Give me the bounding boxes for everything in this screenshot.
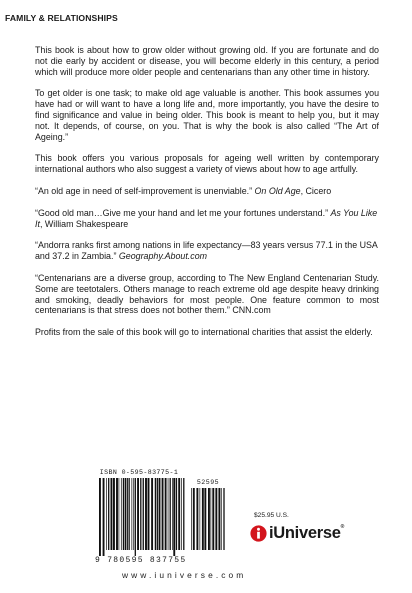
barcode-bar xyxy=(181,478,182,550)
barcode-bar xyxy=(129,478,130,550)
barcode-bar xyxy=(191,488,192,550)
price-code-text: 52595 xyxy=(196,479,220,486)
barcode-bar xyxy=(196,488,198,550)
barcode-bar xyxy=(127,478,128,550)
barcode-bar xyxy=(125,478,126,550)
barcode-bar xyxy=(176,478,177,550)
description-paragraph-1: This book is about how to grow older without growing old. If you are fortunate and do not die early by accident or disease, you will become elderly in this century, a period which will produce more older people and centenarians than any other time in history. xyxy=(35,45,379,77)
price-text: $25.95 U.S. xyxy=(254,512,289,519)
addon-barcode xyxy=(191,488,225,556)
iuniverse-logo-icon xyxy=(250,525,267,542)
barcode-bar xyxy=(148,478,150,550)
barcode-bar xyxy=(119,478,120,550)
publisher-website: www.iuniverse.com xyxy=(122,570,247,580)
barcode-bar xyxy=(106,478,107,550)
quote-andorra: “Andorra ranks first among nations in life expectancy—83 years versus 77.1 in the USA and 37.2 in Zambia.” Geography.About.com xyxy=(35,240,378,262)
barcode-bar xyxy=(173,478,175,556)
barcode-bar xyxy=(208,488,210,550)
quote-source: On Old Age xyxy=(254,185,301,196)
barcode-bar xyxy=(162,478,164,550)
barcode-bar xyxy=(145,478,147,550)
barcode-bar xyxy=(116,478,118,550)
barcode-bar xyxy=(204,488,206,550)
barcode-bar xyxy=(200,488,201,550)
barcode-bar xyxy=(155,478,156,550)
barcode-bar xyxy=(151,478,153,550)
barcode-bar xyxy=(165,478,167,550)
barcode-bar xyxy=(157,478,158,550)
barcode-bar xyxy=(193,488,195,550)
barcode-bar xyxy=(135,478,136,556)
barcode-bar xyxy=(223,488,224,550)
barcode-bar xyxy=(183,478,184,550)
ean-digits: 9 780595 837755 xyxy=(95,556,187,565)
isbn-text: ISBN 0-595-83775-1 xyxy=(99,469,179,476)
quote-source: As You Like It xyxy=(35,207,378,229)
barcode-bar xyxy=(178,478,180,550)
description-paragraph-3: This book offers you various proposals for ageing well written by contemporary international authors who also suggest a variety of views about how to age artfully. xyxy=(35,153,379,175)
barcode-bar xyxy=(218,488,220,550)
description-paragraph-2: To get older is one task; to make old age valuable is another. This book assumes you have had or will want to have a long life and, more importantly, you have the desire to find significance and value in being older. This book is meant to help you, but it may not. It depends, of course, on you. That is why the book is also called “The Art of Ageing.” xyxy=(35,88,379,142)
barcode-bar xyxy=(202,488,204,550)
barcode-bar xyxy=(123,478,124,550)
barcode-bar xyxy=(172,478,173,550)
barcode-bar xyxy=(168,478,169,550)
barcode-bar xyxy=(140,478,141,550)
barcode xyxy=(95,469,225,567)
barcode-bar xyxy=(215,488,217,550)
ean-barcode xyxy=(99,478,185,556)
profits-note: Profits from the sale of this book will go to international charities that assist the elderly. xyxy=(35,327,373,338)
barcode-bar xyxy=(99,478,101,556)
publisher-name: iUniverse® xyxy=(269,523,344,542)
barcode-bar xyxy=(137,478,139,550)
quote-cicero: “An old age in need of self-improvement is unenviable.” On Old Age, Cicero xyxy=(35,185,332,196)
barcode-bar xyxy=(143,478,144,550)
quote-cnn: “Centenarians are a diverse group, according to The New England Centenarian Study. Some are teetotalers. Others manage to reach extreme old age despite heavy drinking and smoking, deadly behaviors for most people. One feature common to most centenarians is that stress does not bother them.” CNN.com xyxy=(35,272,379,316)
barcode-bar xyxy=(221,488,222,550)
quote-source: Geography.About.com xyxy=(118,251,208,262)
barcode-bar xyxy=(159,478,161,550)
barcode-bar xyxy=(170,478,171,550)
barcode-bar xyxy=(121,478,122,550)
barcode-bar xyxy=(133,478,134,550)
barcode-bar xyxy=(108,478,109,550)
back-cover-description xyxy=(35,45,379,349)
barcode-bar xyxy=(103,478,105,556)
barcode-bar xyxy=(132,478,133,550)
quote-shakespeare: “Good old man…Give me your hand and let me your fortunes understand.” As You Like It, William Shakespeare xyxy=(35,207,378,229)
barcode-bar xyxy=(111,478,113,550)
barcode-bar xyxy=(113,478,115,550)
barcode-bar xyxy=(211,488,212,550)
barcode-bar xyxy=(212,488,214,550)
publisher-logo xyxy=(250,522,370,544)
category-label: FAMILY & RELATIONSHIPS xyxy=(5,13,118,23)
